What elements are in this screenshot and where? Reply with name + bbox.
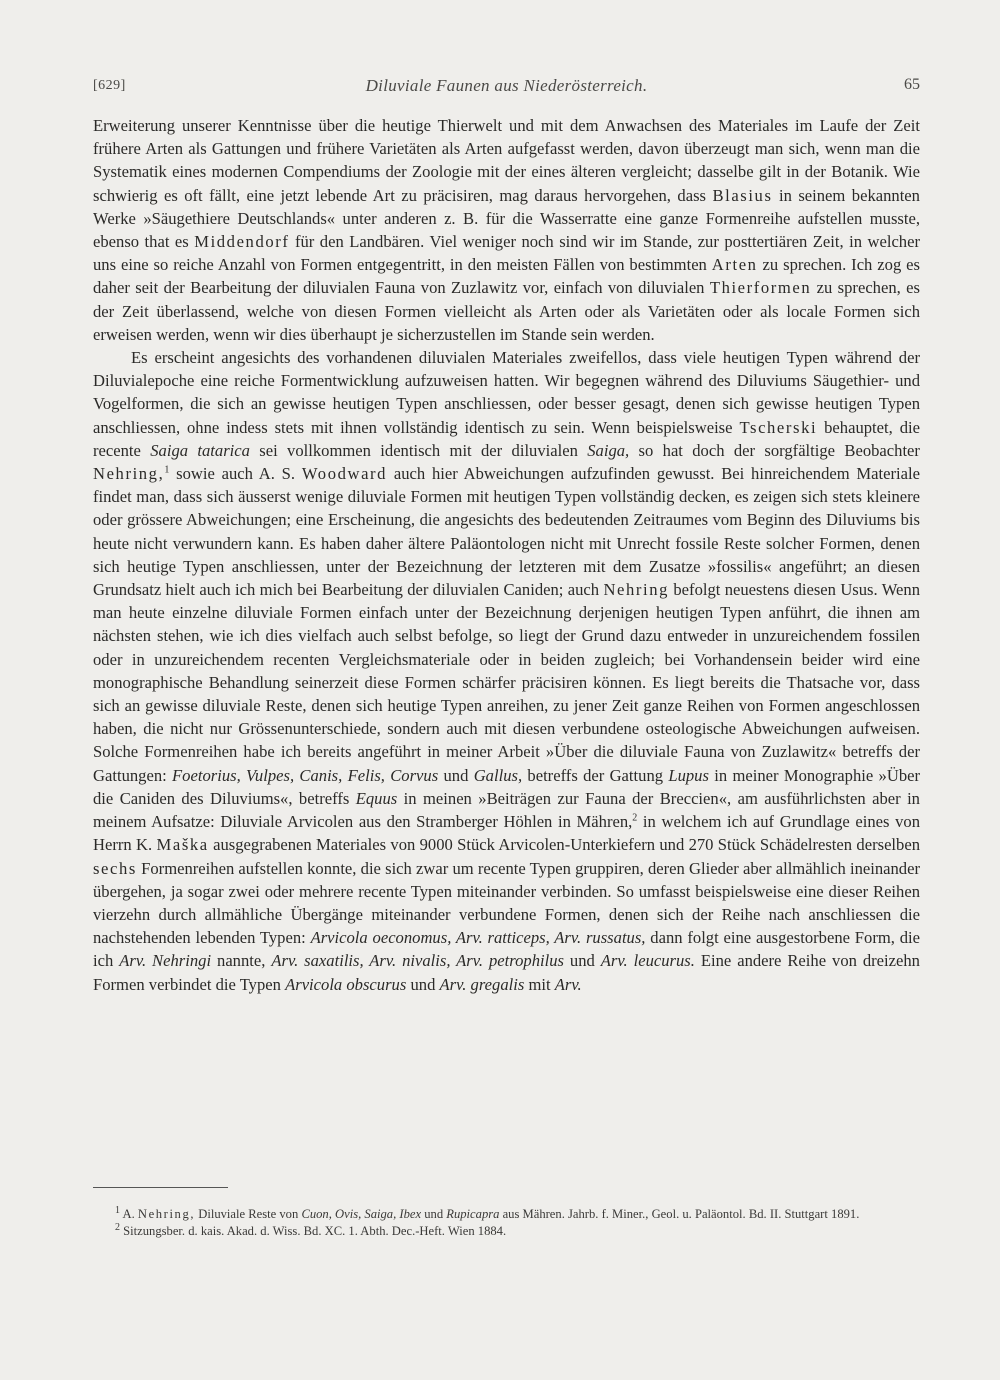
person-name: Nehring, bbox=[93, 464, 165, 484]
text-run: und bbox=[410, 974, 436, 994]
person-name: Woodward bbox=[301, 464, 388, 484]
taxon-name: Arv. saxatilis, Arv. nivalis, Arv. petrophilus bbox=[271, 951, 564, 971]
emphasis-word: sechs bbox=[93, 858, 137, 878]
footnotes bbox=[93, 1206, 920, 1240]
taxon-name: Arv. gregalis bbox=[439, 974, 525, 994]
text-run: sei vollkommen identisch mit der diluvialen bbox=[259, 440, 578, 460]
emphasis-word: Thierformen bbox=[709, 278, 812, 298]
text-run: nannte, bbox=[217, 951, 266, 971]
taxon-name: Arv. Nehringi bbox=[119, 951, 212, 971]
text-run: Formenreihen aufstellen konnte, die sich zwar um recente Typen gruppiren, deren Glieder aber allmählich ineinander übergehen, ja sogar zwei oder mehrere recente Typen miteinander verbinden. So umfasst beispielsweise eine dieser Reihen vierzehn durch allmähliche Übergänge miteinander verbundene Formen, denen sich der Reihe nach anschliessen die nachstehenden lebenden Typen: bbox=[93, 858, 920, 948]
page-reference: [629] bbox=[93, 78, 126, 93]
footnote-marker[interactable]: 2 bbox=[632, 812, 638, 824]
text-run: sowie auch A. S. bbox=[176, 464, 296, 484]
running-header bbox=[93, 76, 920, 98]
text-run: aus Mähren. Jahrb. f. Miner., Geol. u. Paläontol. Bd. II. Stuttgart 1891. bbox=[502, 1207, 860, 1221]
text-run: in meiner Monographie »Über die Caniden des Diluviums«, betreffs bbox=[93, 765, 921, 808]
text-run: mit bbox=[528, 974, 551, 994]
person-name: Nehring bbox=[603, 580, 670, 600]
text-run: dann folgt eine ausgestorbene Form, die ich bbox=[93, 928, 920, 971]
taxon-name: Saiga, bbox=[587, 440, 630, 460]
emphasis-word: Arten bbox=[711, 255, 758, 275]
taxon-name: Arv. leucurus. bbox=[600, 951, 695, 971]
person-name: Nehring, bbox=[137, 1207, 196, 1221]
taxon-name: Foetorius, Vulpes, Canis, Felis, Corvus bbox=[172, 765, 439, 785]
taxon-name: Arv. bbox=[554, 974, 582, 994]
taxon-name: Gallus, bbox=[473, 765, 523, 785]
person-name: Blasius bbox=[712, 185, 773, 205]
text-run: Diluviale Reste von bbox=[198, 1207, 299, 1221]
footnote-2 bbox=[93, 1223, 920, 1240]
taxon-name: Arvicola obscurus bbox=[285, 974, 407, 994]
text-run: behauptet, die recente bbox=[93, 417, 920, 460]
taxon-name: Equus bbox=[355, 788, 398, 808]
taxon-name: Cuon, Ovis, Saiga, Ibex bbox=[301, 1207, 422, 1221]
main-text bbox=[93, 114, 920, 996]
text-run: ausgegrabenen Materiales von 9000 Stück Arvicolen-Unterkiefern und 270 Stück Schädelresten derselben bbox=[213, 835, 920, 855]
footnote-number: 1 bbox=[115, 1204, 120, 1216]
running-title: Diluviale Faunen aus Niederösterreich. bbox=[365, 76, 648, 95]
person-name: Middendorf bbox=[194, 232, 290, 252]
person-name: Maška bbox=[156, 835, 209, 855]
footnote-1 bbox=[93, 1206, 920, 1223]
footnote-marker[interactable]: 1 bbox=[164, 464, 170, 476]
text-run: und bbox=[443, 765, 469, 785]
text-run: Sitzungsber. d. kais. Akad. d. Wiss. Bd. XC. 1. Abth. Dec.-Heft. Wien 1884. bbox=[123, 1224, 507, 1238]
taxon-name: Saiga tatarica bbox=[150, 440, 250, 460]
taxon-name: Rupicapra bbox=[446, 1207, 500, 1221]
text-run: in welchem ich auf Grundlage eines von Herrn K. bbox=[93, 812, 920, 855]
footnote-divider bbox=[93, 1187, 228, 1188]
paragraph bbox=[93, 114, 920, 346]
text-run: A. bbox=[122, 1207, 135, 1221]
taxon-name: Lupus bbox=[668, 765, 709, 785]
text-run: für den Landbären. Viel weniger noch sind wir im Stande, zur posttertiären Zeit, in welcher uns eine so reiche Anzahl von Formen entgegentritt, in den meisten Fällen von bestimmten bbox=[93, 232, 920, 275]
page-number: 65 bbox=[904, 76, 920, 93]
text-run: Es erscheint angesichts des vorhandenen diluvialen Materiales zweifellos, dass viele heutigen Typen während der Diluvialepoche eine reiche Formentwicklung aufzuweisen hatten. Wir begegnen während des Diluviums Säugethier- und Vogelformen, die sich an gewisse heutigen Typen anschliessen, oder besser gesagt, denen sich gewisse heutigen Typen anschliessen, ohne indess stets mit ihnen vollständig identisch zu sein. Wenn beispielsweise bbox=[93, 348, 920, 437]
footnote-number: 2 bbox=[115, 1221, 120, 1233]
paragraph bbox=[93, 346, 920, 996]
taxon-name: Arvicola oeconomus, Arv. ratticeps, Arv. russatus, bbox=[310, 928, 646, 948]
text-run: Erweiterung unserer Kenntnisse über die heutige Thierwelt und mit dem Anwachsen des Materiales im Laufe der Zeit frühere Arten als Gattungen und frühere Varietäten als Arten aufgefasst werden, davon überzeugt man sich, wenn man die Systematik eines modernen Compendiums der Zoologie mit der eines älteren vergleicht; dasselbe gilt in der Botanik. Wie schwierig es oft fällt, eine jetzt lebende Art zu präcisiren, mag daraus hervorgehen, dass bbox=[93, 116, 920, 205]
person-name: Tscherski bbox=[739, 417, 818, 437]
text-run: und bbox=[424, 1207, 444, 1221]
text-run: in meinen »Beiträgen zur Fauna der Breccien«, am ausführlichsten aber in meinem Aufsatze: Diluviale Arvicolen aus den Stramberger Höhlen in Mähren, bbox=[93, 788, 920, 832]
text-run: zu sprechen, es der Zeit überlassend, welche von diesen Formen vielleicht als Arten oder als Varietäten oder als locale Formen sich erweisen werden, wenn wir dies überhaupt je sicherzustellen im Stande sein werden. bbox=[93, 278, 920, 344]
text-run: befolgt neuestens diesen Usus. Wenn man heute einzelne diluviale Formen einfach unter der Bezeichnung derjenigen heutigen Typen anführt, die ihnen am nächsten stehen, wie ich dies vielfach auch selbst befolge, so liegt der Grund dazu entweder in unzureichendem fossilen oder in unzureichendem recenten Vergleichsmateriale oder in beiden zugleich; bei Vorhandensein beider wird eine monographische Behandlung seinerzeit diese Formen schärfer präcisiren können. Es liegt bereits die Thatsache vor, dass sich an gewisse diluviale Reste, denen sich heutige Typen anreihen, zu jener Zeit ganze Reihen von Formen angeschlossen haben, die nicht nur Grössenunterschiede, sondern auch mit diesen verbundene osteologische Abweichungen aufweisen. Solche Formenreihen habe ich bereits angeführt in meiner Arbeit »Über die diluviale Fauna von Zuzlawitz« betreffs der Gattungen: bbox=[93, 580, 920, 785]
text-run: betreffs der Gattung bbox=[527, 765, 664, 785]
text-run: Eine andere Reihe von dreizehn Formen verbindet die Typen bbox=[93, 951, 920, 994]
text-run: in seinem bekannten Werke »Säugethiere Deutschlands« unter anderen z. B. für die Wasserratte eine ganze Formenreihe aufstellen musste, ebenso that es bbox=[93, 185, 920, 252]
text-run: so hat doch der sorgfältige Beobachter bbox=[638, 440, 920, 460]
text-run: und bbox=[569, 951, 595, 971]
text-run: zu sprechen. Ich zog es daher seit der Bearbeitung der diluvialen Fauna von Zuzlawitz vor, einfach von diluvialen bbox=[93, 255, 920, 298]
text-run: auch hier Abweichungen aufzufinden gewusst. Bei hinreichendem Materiale findet man, dass sich äusserst wenige diluviale Formen mit heutigen Typen vollständig decken, es zeigen sich stets kleinere oder grössere Abweichungen; eine Erscheinung, die angesichts des bedeutenden Zeitraumes vom Beginn des Diluviums bis heute nicht verwundern kann. Es haben daher ältere Paläontologen nicht mit Unrecht fossile Reste solcher Formen, denen sich heutige Typen anschliessen, unter der Bezeichnung der letzteren mit dem Zusatze »fossilis« angeführt; an diesen Grundsatz hielt auch ich mich bei Bearbeitung der diluvialen Caniden; auch bbox=[93, 464, 920, 600]
